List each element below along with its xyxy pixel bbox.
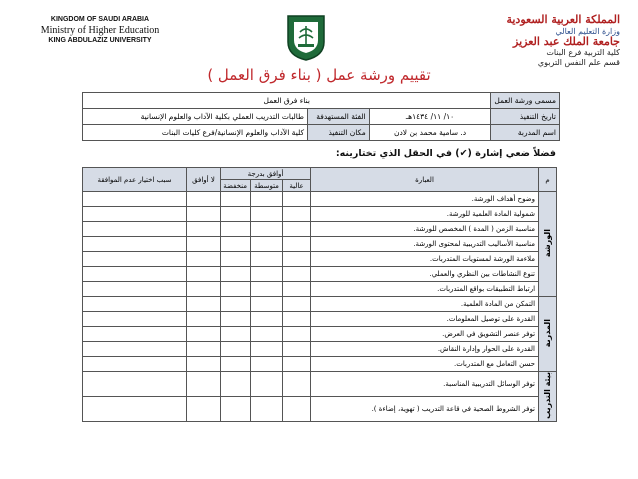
rating-medium-cell[interactable] [251,267,283,282]
col-header-agree: أوافق بدرجة [221,168,311,180]
statement-cell: تنوع النشاطات بين النظري والعملي. [311,267,539,282]
rating-high-cell[interactable] [283,342,311,357]
col-header-medium: متوسطة [251,180,283,192]
target-group-label: الفئة المستهدفة [308,109,370,125]
rating-low-cell[interactable] [221,312,251,327]
rating-disagree-cell[interactable] [187,237,221,252]
rating-medium-cell[interactable] [251,396,283,421]
instruction-text: فضلاً ضعي إشارة (✔) في الحقل الذي تختارينه: [335,148,556,159]
statement-cell: توفر الشروط الصحية في قاعة التدريب ( تهوية، إضاءة ). [311,396,539,421]
trainer-name-value: د. سامية محمد بن لادن [369,125,491,141]
college-name-ar: كلية التربية فرع البنات [546,48,620,58]
section-training-environment: بيئة التدريب [539,372,557,422]
rating-medium-cell[interactable] [251,297,283,312]
col-header-number: م [539,168,557,192]
arabic-header [470,14,620,67]
section-workshop: الورشة [539,192,557,297]
rating-disagree-cell[interactable] [187,342,221,357]
section-trainer: المدربة [539,297,557,372]
rating-disagree-cell[interactable] [187,372,221,397]
rating-medium-cell[interactable] [251,237,283,252]
statement-cell: شمولية المادة العلمية للورشة. [311,207,539,222]
rating-disagree-cell[interactable] [187,222,221,237]
rating-medium-cell[interactable] [251,327,283,342]
rating-medium-cell[interactable] [251,342,283,357]
rating-high-cell[interactable] [283,396,311,421]
table-row [83,312,557,327]
workshop-info-table [82,92,560,141]
rating-medium-cell[interactable] [251,252,283,267]
rating-medium-cell[interactable] [251,372,283,397]
statement-cell: مناسبة الأساليب التدريبية لمحتوى الورشة. [311,237,539,252]
rating-medium-cell[interactable] [251,282,283,297]
rating-low-cell[interactable] [221,357,251,372]
workshop-name-value: بناء فرق العمل [83,93,491,109]
university-name-ar: جامعة الملك عبد العزيز [513,34,620,48]
rating-high-cell[interactable] [283,357,311,372]
rating-high-cell[interactable] [283,237,311,252]
rating-high-cell[interactable] [283,252,311,267]
table-row [83,297,557,312]
ministry-name-ar: وزارة التعليم العالي [555,26,620,36]
statement-cell: التمكن من المادة العلمية. [311,297,539,312]
rating-low-cell[interactable] [221,192,251,207]
col-header-high: عالية [283,180,311,192]
rating-medium-cell[interactable] [251,357,283,372]
reason-cell[interactable] [83,342,187,357]
rating-high-cell[interactable] [283,327,311,342]
table-row [83,222,557,237]
rating-low-cell[interactable] [221,237,251,252]
rating-disagree-cell[interactable] [187,396,221,421]
reason-cell[interactable] [83,207,187,222]
rating-disagree-cell[interactable] [187,207,221,222]
rating-medium-cell[interactable] [251,222,283,237]
statement-cell: توفر عنصر التشويق في العرض. [311,327,539,342]
table-row [83,372,557,397]
col-header-disagree: لا أوافق [187,168,221,192]
col-header-reason: سبب اختيار عدم الموافقة [83,168,187,192]
venue-label: مكان التنفيذ [308,125,370,141]
table-row [83,252,557,267]
table-row [83,267,557,282]
english-header [16,16,184,46]
statement-cell: وضوح أهداف الورشة. [311,192,539,207]
rating-low-cell[interactable] [221,396,251,421]
statement-cell: القدرة على الحوار وإدارة النقاش. [311,342,539,357]
department-name-ar: قسم علم النفس التربوي [537,57,620,67]
reason-cell[interactable] [83,192,187,207]
rating-high-cell[interactable] [283,267,311,282]
rating-disagree-cell[interactable] [187,282,221,297]
col-header-statement: العبارة [311,168,539,192]
table-row [83,207,557,222]
statement-cell: القدرة على توصيل المعلومات. [311,312,539,327]
rating-medium-cell[interactable] [251,312,283,327]
statement-cell: ارتباط التطبيقات بواقع المتدربات. [311,282,539,297]
rating-disagree-cell[interactable] [187,327,221,342]
rating-high-cell[interactable] [283,282,311,297]
rating-low-cell[interactable] [221,342,251,357]
statement-cell: توفر الوسائل التدريبية المناسبة. [311,372,539,397]
rating-disagree-cell[interactable] [187,357,221,372]
reason-cell[interactable] [83,357,187,372]
university-name-en: KING ABDULAZIZ UNIVERSITY [48,37,152,45]
rating-low-cell[interactable] [221,327,251,342]
rating-disagree-cell[interactable] [187,312,221,327]
rating-low-cell[interactable] [221,252,251,267]
reason-cell[interactable] [83,282,187,297]
reason-cell[interactable] [83,396,187,421]
evaluation-table [82,167,557,422]
reason-cell[interactable] [83,312,187,327]
target-group-value: طالبات التدريب العملي بكلية الآداب والعلوم الإنسانية [83,109,308,125]
rating-high-cell[interactable] [283,192,311,207]
table-row [83,357,557,372]
reason-cell[interactable] [83,372,187,397]
statement-cell: مناسبة الزمن ( المدة ) المخصص للورشة. [311,222,539,237]
reason-cell[interactable] [83,237,187,252]
rating-disagree-cell[interactable] [187,297,221,312]
table-row [83,396,557,421]
table-row [83,282,557,297]
rating-low-cell[interactable] [221,267,251,282]
kingdom-name-en: KINGDOM OF SAUDI ARABIA [50,16,150,23]
reason-cell[interactable] [83,222,187,237]
statement-cell: ملاءمة الورشة لمستويات المتدربات. [311,252,539,267]
date-value: ١٠/ ١١/ ١٤٣٤هـ [369,109,491,125]
ministry-name-en: Ministry of Higher Education [40,24,160,36]
rating-high-cell[interactable] [283,312,311,327]
rating-disagree-cell[interactable] [187,252,221,267]
table-row [83,327,557,342]
table-row [83,342,557,357]
rating-low-cell[interactable] [221,207,251,222]
rating-low-cell[interactable] [221,282,251,297]
statement-cell: حسن التعامل مع المتدربات. [311,357,539,372]
rating-high-cell[interactable] [283,222,311,237]
rating-high-cell[interactable] [283,207,311,222]
date-label: تاريخ التنفيذ [491,109,560,125]
reason-cell[interactable] [83,252,187,267]
rating-low-cell[interactable] [221,222,251,237]
trainer-name-label: اسم المدربة [491,125,560,141]
rating-disagree-cell[interactable] [187,267,221,282]
reason-cell[interactable] [83,327,187,342]
rating-disagree-cell[interactable] [187,192,221,207]
table-row [83,237,557,252]
rating-medium-cell[interactable] [251,192,283,207]
col-header-low: منخفضة [221,180,251,192]
rating-medium-cell[interactable] [251,207,283,222]
workshop-name-label: مسمى ورشة العمل [491,93,560,109]
kingdom-name-ar: المملكة العربية السعودية [506,13,620,26]
rating-low-cell[interactable] [221,372,251,397]
page-title: تقييم ورشة عمل ( بناء فرق العمل ) [207,66,431,84]
rating-high-cell[interactable] [283,372,311,397]
reason-cell[interactable] [83,297,187,312]
reason-cell[interactable] [83,267,187,282]
university-logo [284,12,328,62]
evaluation-rows [83,192,557,422]
rating-high-cell[interactable] [283,297,311,312]
table-row [83,192,557,207]
rating-low-cell[interactable] [221,297,251,312]
venue-value: كلية الآداب والعلوم الإنسانية/فرع كليات البنات [83,125,308,141]
